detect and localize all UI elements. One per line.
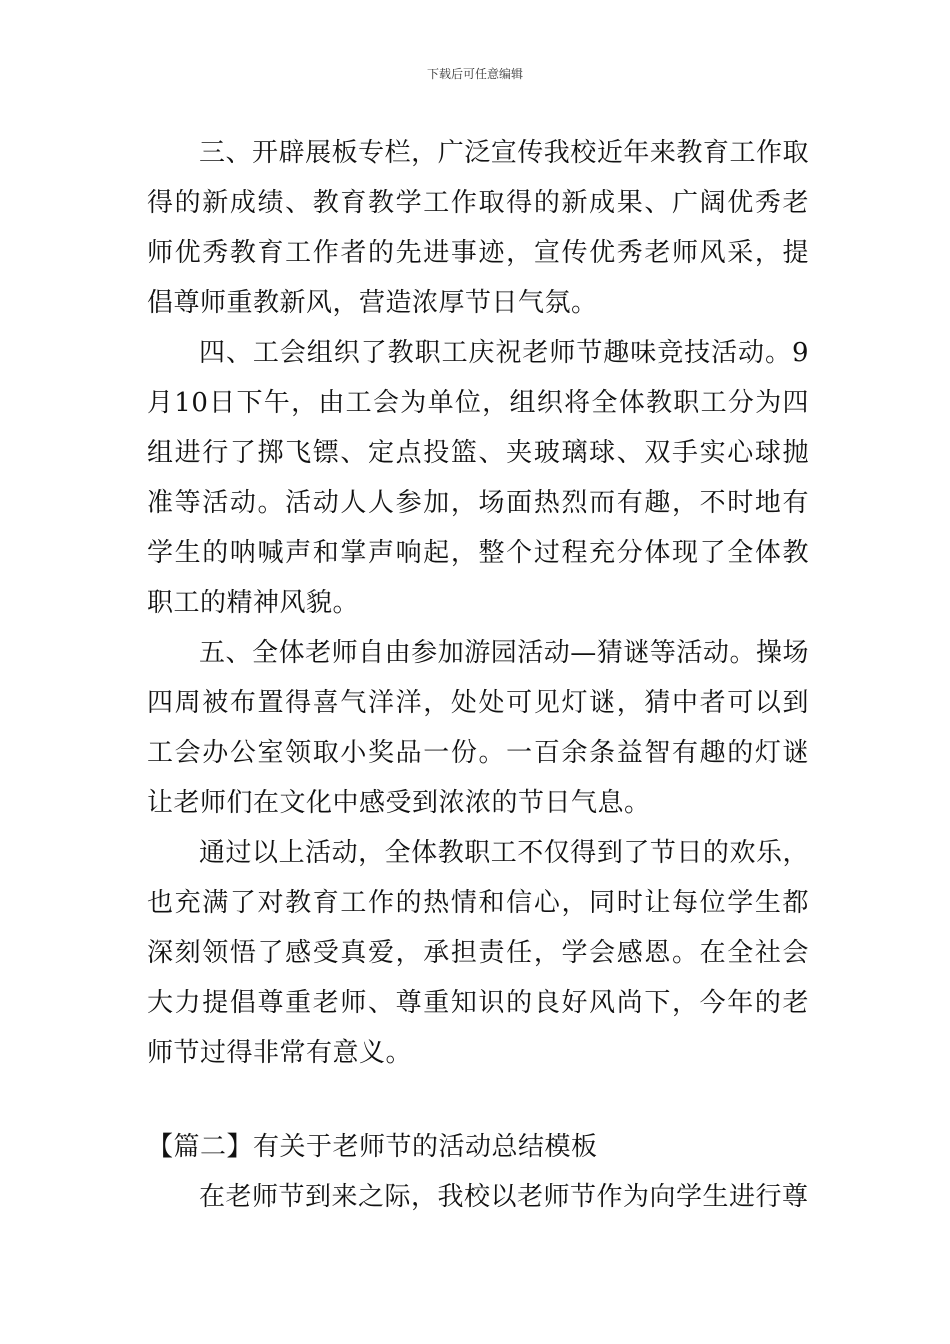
section-two-title: 【篇二】有关于老师节的活动总结模板 <box>147 1132 598 1162</box>
page-header: 下载后可任意编辑 <box>426 67 523 81</box>
paragraph-garden-party: 五、全体老师自由参加游园活动—猜谜等活动。操场四周被布置得喜气洋洋，处处可见灯谜，猜中者可以到工会办公室领取小奖品一份。一百余条益智有趣的灯谜让老师们在文化中感受到浓浓的节日气息。 <box>147 638 809 818</box>
paragraph-exhibition-board: 三、开辟展板专栏，广泛宣传我校近年来教育工作取得的新成绩、教育教学工作取得的新成果、广阔优秀老师优秀教育工作者的先进事迹，宣传优秀老师风采，提倡尊师重教新风，营造浓厚节日气氛。 <box>147 138 809 318</box>
document-body <box>147 128 809 1222</box>
section-two-first-paragraph: 在老师节到来之际，我校以老师节作为向学生进行尊 <box>199 1182 809 1212</box>
paragraph-union-competition: 四、工会组织了教职工庆祝老师节趣味竞技活动。9月10日下午，由工会为单位，组织将全体教职工分为四组进行了掷飞镖、定点投篮、夹玻璃球、双手实心球抛准等活动。活动人人参加，场面热烈而有趣，不时地有学生的呐喊声和掌声响起，整个过程充分体现了全体教职工的精神风貌。 <box>147 338 809 618</box>
paragraph-conclusion: 通过以上活动，全体教职工不仅得到了节日的欢乐，也充满了对教育工作的热情和信心，同时让每位学生都深刻领悟了感受真爱，承担责任，学会感恩。在全社会大力提倡尊重老师、尊重知识的良好风尚下，今年的老师节过得非常有意义。 <box>147 838 809 1068</box>
